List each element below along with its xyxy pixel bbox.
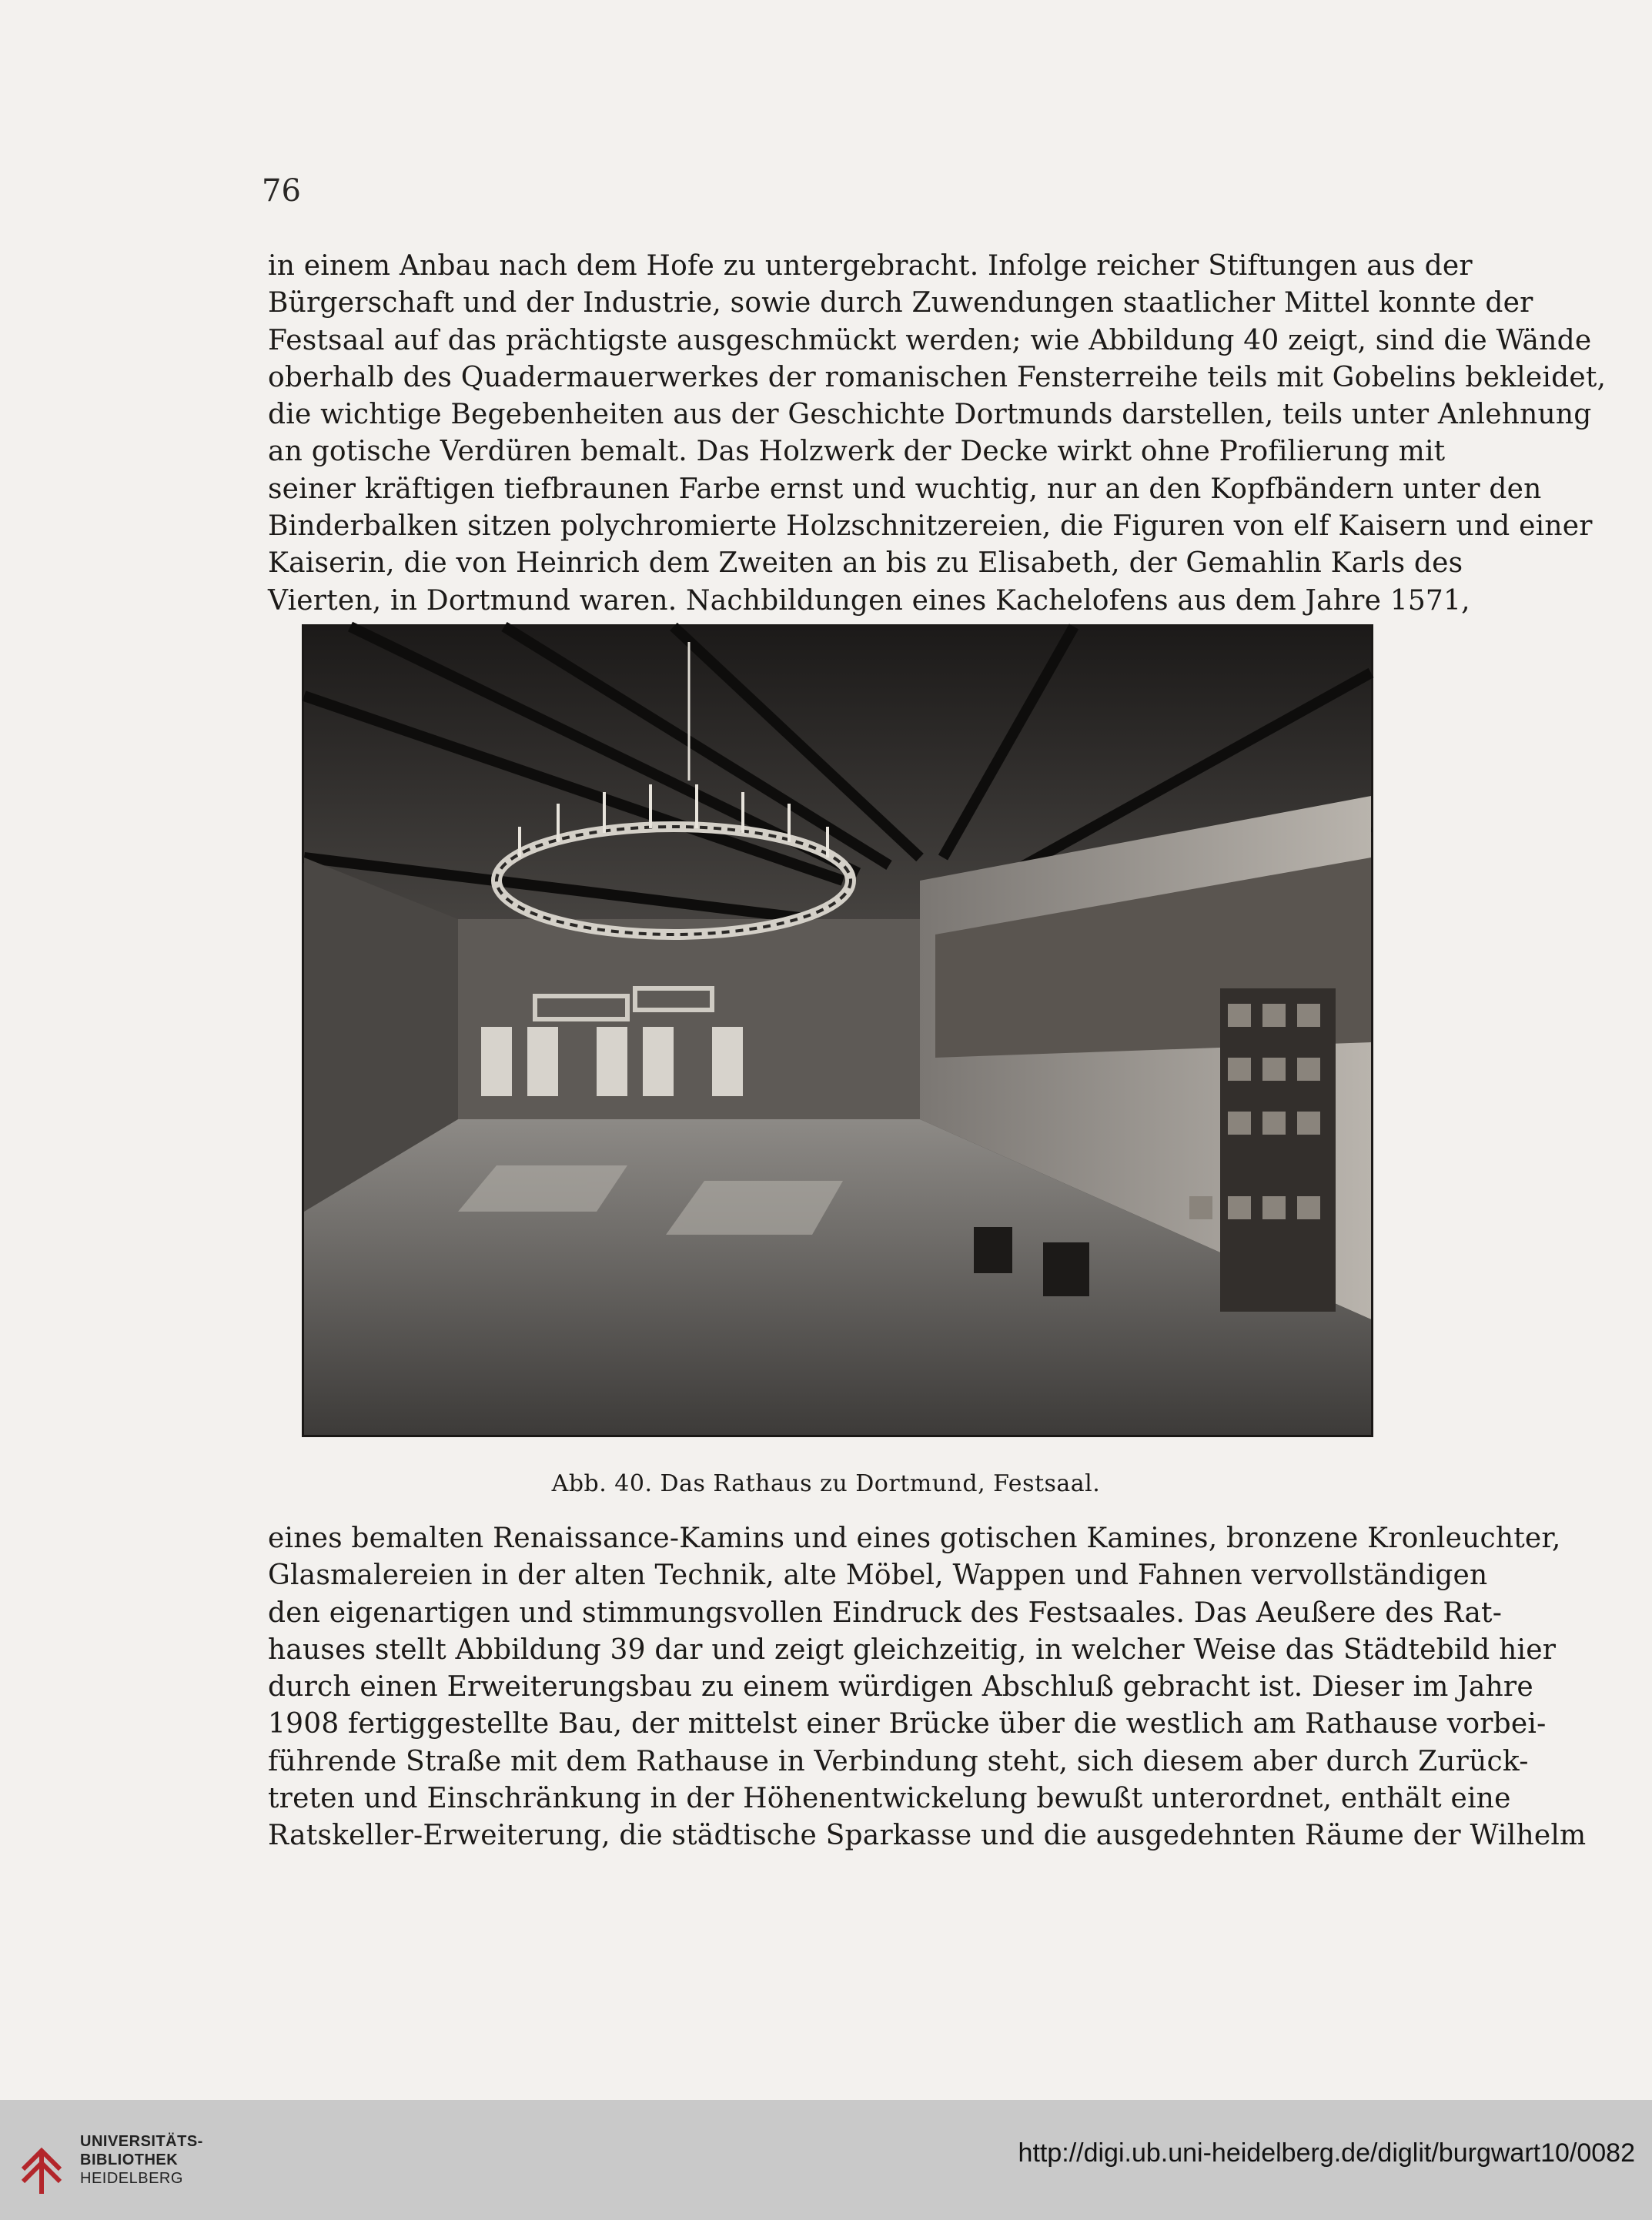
logo-line-1: UNIVERSITÄTS- [80, 2133, 203, 2150]
logo-line-2: BIBLIOTHEK [80, 2151, 179, 2168]
paragraph-top-line: Festsaal auf das prächtigste ausgeschmückt werden; wie Abbildung 40 zeigt, sind die Wände [268, 324, 1592, 356]
paragraph-top-line: Bürgerschaft und der Industrie, sowie durch Zuwendungen staatlicher Mittel konnte der [268, 287, 1533, 319]
paragraph-bottom-line: hauses stellt Abbildung 39 dar und zeigt gleichzeitig, in welcher Weise das Städtebild hier [268, 1633, 1557, 1666]
page-number: 76 [262, 173, 301, 209]
paragraph-top-line: seiner kräftigen tiefbraunen Farbe ernst und wuchtig, nur an den Kopfbändern unter den [268, 473, 1542, 505]
figure-festsaal-photo [302, 624, 1373, 1437]
source-url-link[interactable]: http://digi.ub.uni-heidelberg.de/diglit/burgwart10/0082 [1018, 2138, 1635, 2168]
paragraph-top-line: Kaiserin, die von Heinrich dem Zweiten an bis zu Elisabeth, der Gemahlin Karls des [268, 547, 1463, 580]
paragraph-top-line: in einem Anbau nach dem Hofe zu untergebracht. Infolge reicher Stiftungen aus der [268, 250, 1473, 282]
paragraph-bottom-line: 1908 fertiggestellte Bau, der mittelst einer Brücke über die westlich am Rathause vorbei- [268, 1708, 1547, 1740]
hall-illustration [304, 627, 1371, 1435]
paragraph-bottom-line: Glasmalereien in der alten Technik, alte Möbel, Wappen und Fahnen vervollständigen [268, 1560, 1488, 1592]
paragraph-bottom [268, 1520, 1587, 1855]
footer-bar [0, 2100, 1652, 2220]
logo-line-3: HEIDELBERG [80, 2170, 183, 2187]
figure-caption: Abb. 40. Das Rathaus zu Dortmund, Festsaal. [551, 1470, 1101, 1497]
paragraph-top-line: Vierten, in Dortmund waren. Nachbildungen eines Kachelofens aus dem Jahre 1571, [268, 584, 1470, 617]
paragraph-top-line: Binderbalken sitzen polychromierte Holzschnitzereien, die Figuren von elf Kaisern und einer [268, 510, 1593, 543]
paragraph-top [268, 248, 1607, 620]
paragraph-top-line: die wichtige Begebenheiten aus der Geschichte Dortmunds darstellen, teils unter Anlehnung [268, 399, 1592, 431]
paragraph-top-line: oberhalb des Quadermauerwerkes der romanischen Fensterreihe teils mit Gobelins bekleidet, [268, 361, 1607, 393]
paragraph-bottom-line: eines bemalten Renaissance-Kamins und eines gotischen Kamines, bronzene Kronleuchter, [268, 1523, 1561, 1554]
tiled-stove [1220, 988, 1336, 1312]
library-logo-icon [17, 2123, 66, 2197]
paragraph-bottom-line: treten und Einschränkung in der Höhenentwickelung bewußt unterordnet, enthält eine [268, 1783, 1511, 1815]
paragraph-bottom-line: den eigenartigen und stimmungsvollen Eindruck des Festsaales. Das Aeußere des Rat- [268, 1596, 1503, 1629]
paragraph-bottom-line: Ratskeller-Erweiterung, die städtische Sparkasse und die ausgedehnten Räume der Wilhelm [268, 1820, 1587, 1852]
paragraph-bottom-line: durch einen Erweiterungsbau zu einem würdigen Abschluß gebracht ist. Dieser im Jahre [268, 1671, 1533, 1703]
library-logo[interactable] [17, 2123, 217, 2197]
paragraph-bottom-line: führende Straße mit dem Rathause in Verbindung steht, sich diesem aber durch Zurück- [268, 1745, 1529, 1777]
paragraph-top-line: an gotische Verdüren bemalt. Das Holzwerk der Decke wirkt ohne Profilierung mit [268, 436, 1446, 468]
